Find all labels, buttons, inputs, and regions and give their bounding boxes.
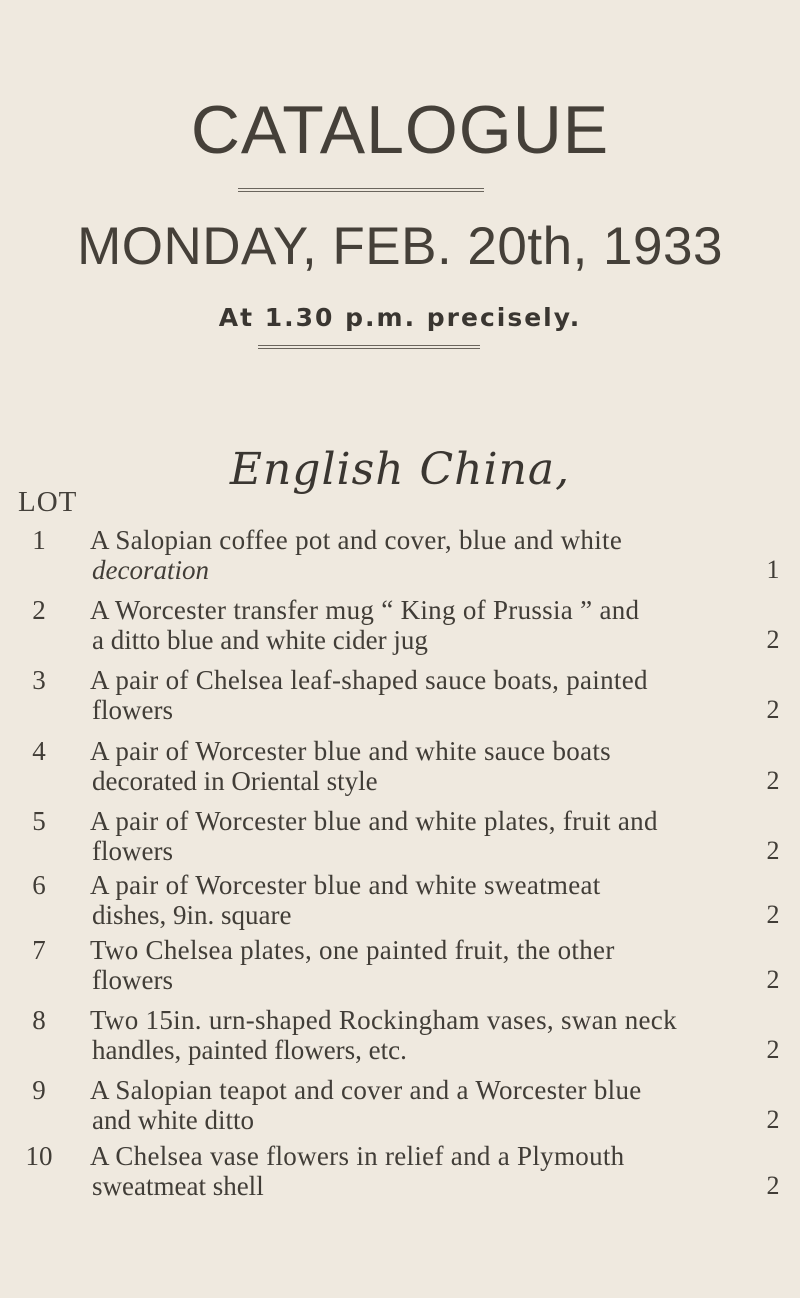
lot-description-line: dishes, 9in. square [92,900,292,930]
title-divider [238,188,484,192]
lot-description-line: A pair of Worcester blue and white sauce boats [90,736,611,766]
lot-description [90,1005,760,1065]
sale-date: MONDAY, FEB. 20th, 1933 [77,217,723,276]
lot-description-line: sweatmeat shell [92,1171,264,1201]
lot-description-line: decorated in Oriental style [92,766,378,796]
lot-price: 2 [766,836,780,865]
lot-column-label: LOT [18,486,78,518]
lot-description-line: A Salopian coffee pot and cover, blue and white [90,525,623,555]
lot-description-line: decoration [92,555,209,585]
lot-description-line: A pair of Chelsea leaf-shaped sauce boats, painted [90,665,648,695]
lot-number: 3 [32,665,46,695]
lot-price: 2 [766,965,780,994]
lot-description [90,806,760,866]
lot-description-line: Two 15in. urn-shaped Rockingham vases, swan neck [90,1005,677,1035]
lot-description-line: flowers [92,836,173,866]
lot-description-line: Two Chelsea plates, one painted fruit, the other [90,935,615,965]
lot-number: 7 [32,935,46,965]
lot-description-line: a ditto blue and white cider jug [92,625,428,655]
lot-price: 2 [766,900,780,929]
lot-number: 1 [32,525,46,555]
lot-description-line: A Chelsea vase flowers in relief and a Plymouth [90,1141,625,1171]
lot-price: 2 [766,625,780,654]
lot-number: 10 [25,1141,53,1171]
sale-time: At 1.30 p.m. precisely. [218,303,582,332]
lot-price: 2 [766,1171,780,1200]
catalogue-title: CATALOGUE [190,92,610,168]
lot-description-line: A pair of Worcester blue and white sweatmeat [90,870,601,900]
lot-description-line: handles, painted flowers, etc. [92,1035,407,1065]
lot-number: 6 [32,870,46,900]
lot-description [90,935,760,995]
lot-price: 2 [766,695,780,724]
lot-number: 5 [32,806,46,836]
lot-description [90,525,760,585]
lot-number: 9 [32,1075,46,1105]
lot-number: 2 [32,595,46,625]
lot-number: 8 [32,1005,46,1035]
lot-description-line: A Worcester transfer mug “ King of Prussia ” and [90,595,640,625]
lot-description-line: A Salopian teapot and cover and a Worcester blue [90,1075,642,1105]
section-heading: English China, [229,444,571,495]
lot-price: 2 [766,1105,780,1134]
lot-description-line: and white ditto [92,1105,254,1135]
lot-description-line: A pair of Worcester blue and white plates, fruit and [90,806,658,836]
lot-description-line: flowers [92,965,173,995]
lot-description [90,1075,760,1135]
lot-description [90,595,760,655]
lot-description-line: flowers [92,695,173,725]
lot-price: 2 [766,766,780,795]
lot-description [90,1141,760,1201]
lot-description [90,736,760,796]
lot-description [90,870,760,930]
time-divider [258,345,480,349]
lot-price: 2 [766,1035,780,1064]
lot-price: 1 [766,555,780,584]
lot-description [90,665,760,725]
lot-number: 4 [32,736,46,766]
